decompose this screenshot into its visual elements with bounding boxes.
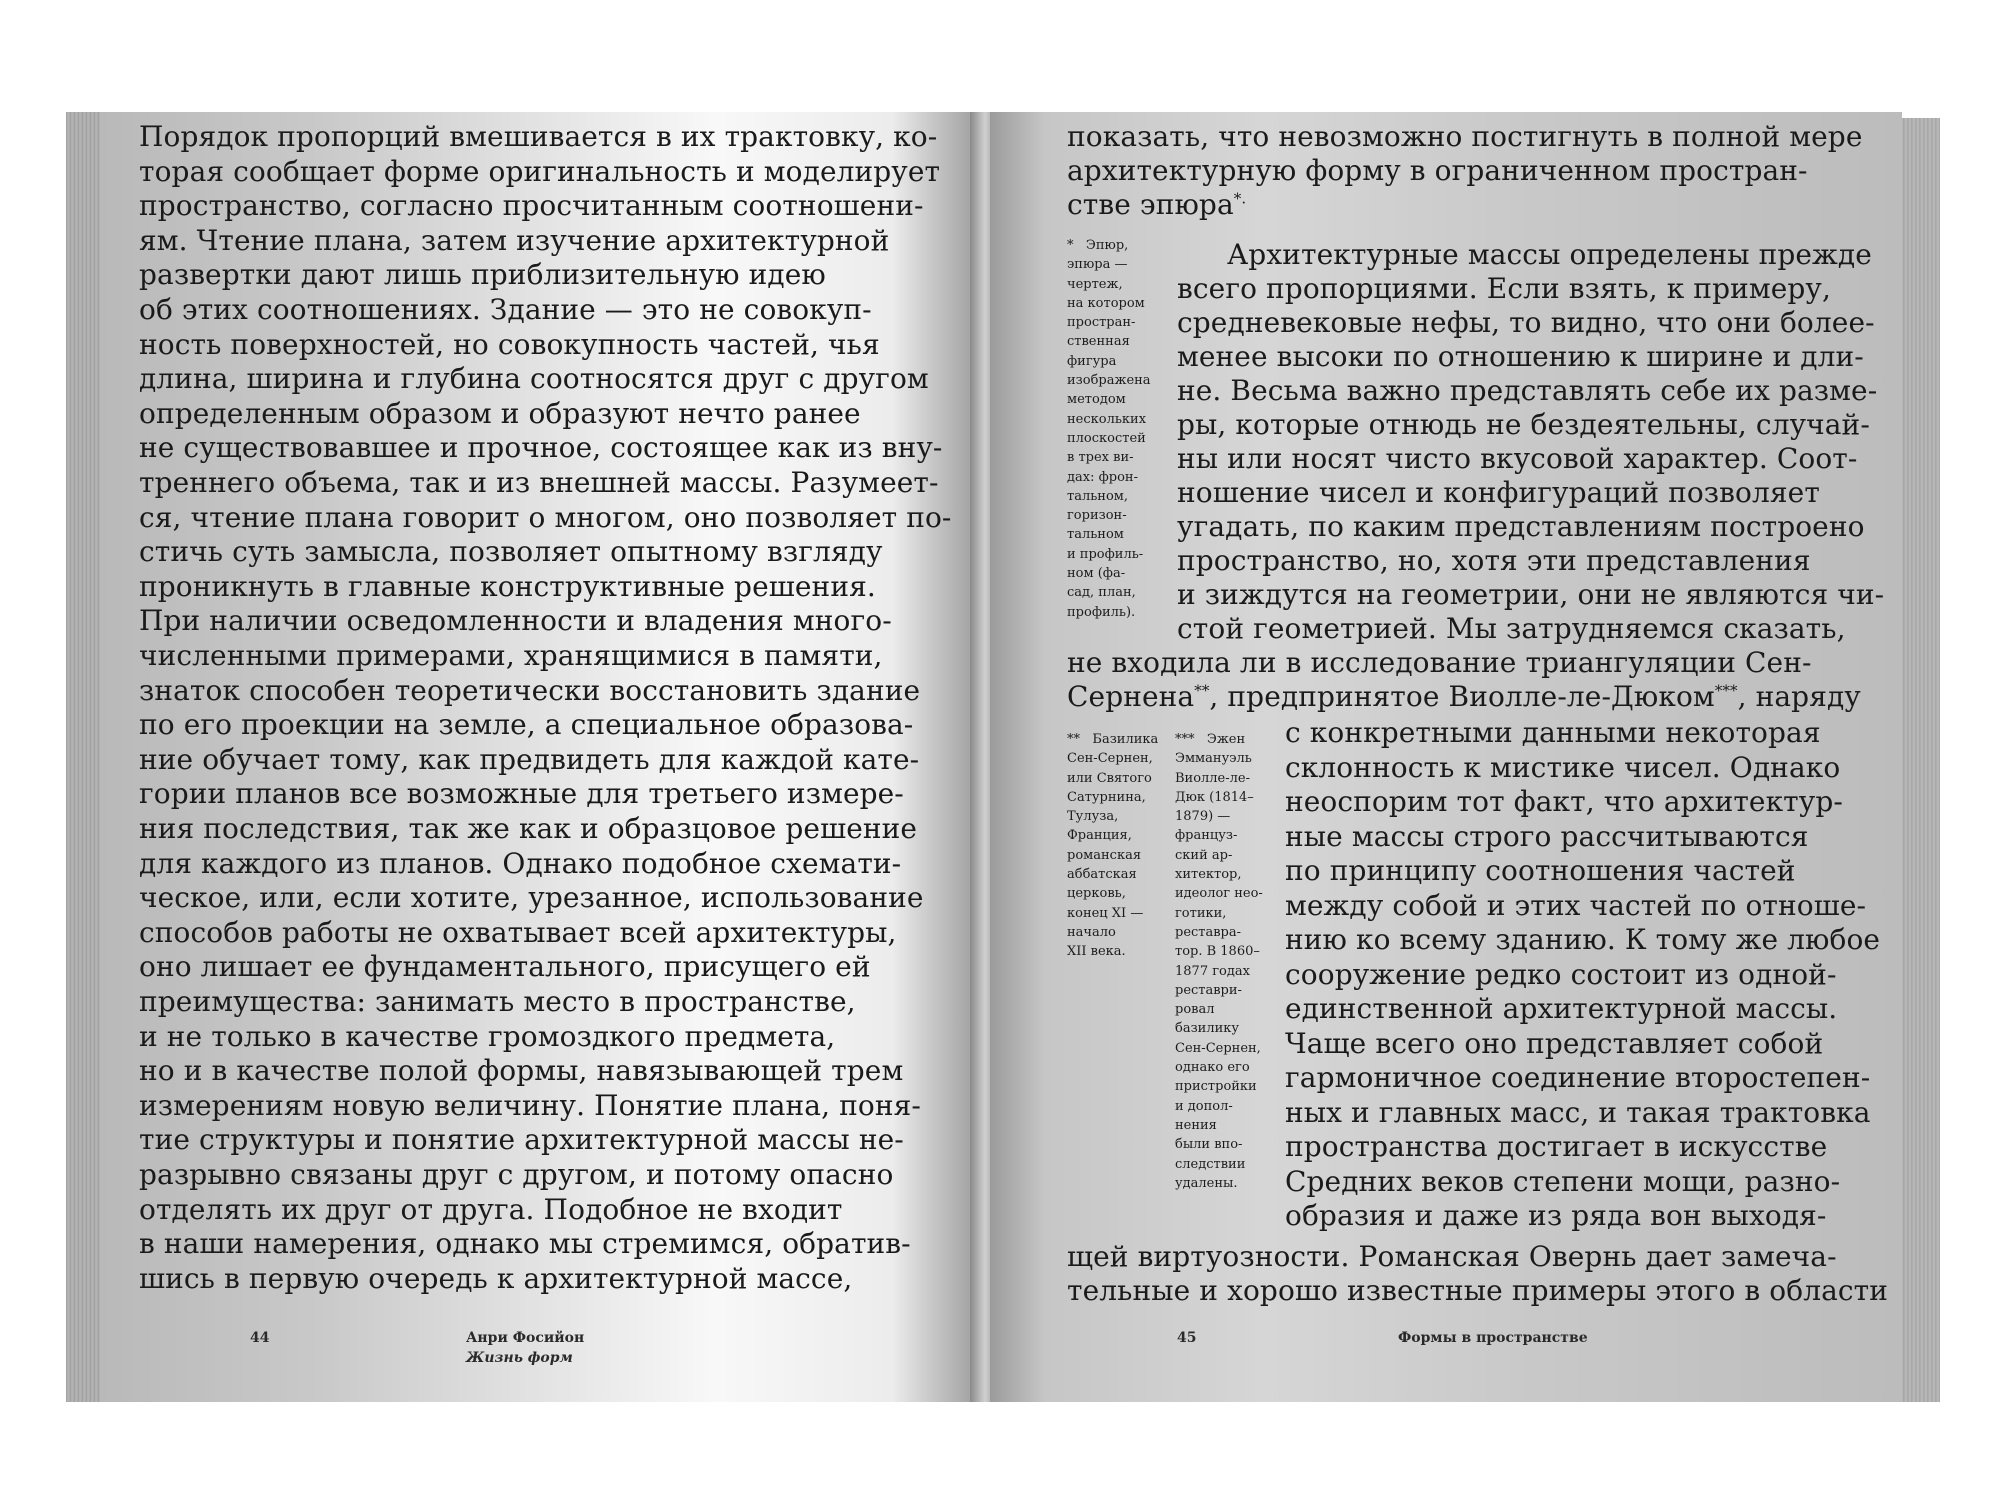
body-line: ные массы строго рассчитываются (1285, 819, 1809, 853)
body-line: между собой и этих частей по отноше- (1285, 888, 1867, 922)
body-line: склонность к мистике чисел. Однако (1285, 750, 1841, 784)
body-text: Сернена (1067, 680, 1195, 713)
body-line: щей виртуозности. Романская Овернь дает замеча- (1067, 1240, 1837, 1273)
body-line: ры, которые отнюдь не бездеятельны, случай- (1177, 408, 1870, 441)
body-line: ся, чтение плана говорит о многом, оно позволяет по- (139, 500, 952, 534)
left-page (100, 112, 980, 1402)
body-line: способов работы не охватывает всей архитектуры, (139, 915, 897, 949)
body-text: , предпринятое Виолле-ле-Дюком (1209, 680, 1715, 713)
body-line: развертки дают лишь приблизительную идею (139, 258, 826, 292)
running-author: Анри Фосийон (466, 1330, 585, 1346)
body-line: в наши намерения, однако мы стремимся, обратив- (139, 1227, 911, 1261)
body-line: тельные и хорошо известные примеры этого в области (1067, 1274, 1889, 1307)
footnote-ref: *. (1233, 189, 1247, 208)
body-line: неоспорим тот факт, что архитектур- (1285, 785, 1843, 818)
footnote-saint-sernin: ** Базилика Сен-Сернен, или Святого Сатурнина, Тулуза, Франция, романская аббатская церковь, конец XI — начало XII века. (1067, 732, 1159, 960)
body-line: с конкретными данными некоторая (1285, 716, 1821, 749)
body-line: пространство, согласно просчитанным соотношени- (139, 189, 924, 223)
body-line: стичь суть замысла, позволяет опытному взгляду (139, 535, 883, 569)
body-line: Средних веков степени мощи, разно- (1285, 1164, 1841, 1198)
body-line: отделять их друг от друга. Подобное не входит (139, 1192, 843, 1226)
body-line: но и в качестве полой формы, навязывающей трем (139, 1054, 904, 1088)
body-line: показать, что невозможно постигнуть в полной мере (1067, 120, 1863, 153)
right-page (990, 112, 1902, 1402)
body-line: ческое, или, если хотите, урезанное, использование (139, 881, 924, 915)
running-title: Формы в пространстве (1398, 1330, 1588, 1346)
body-line (1067, 188, 1246, 222)
body-line: оно лишает ее фундаментального, присущего ей (139, 950, 871, 984)
footnote-viollet-le-duc: *** Эжен Эммануэль Виолле-ле- Дюк (1814– 1879) — француз- ский ар- хитектор, идеолог нео- готики, реставра- тор. В 1860– 1877 годах реставри- ровал базилику Сен-Сернен, однако его пристройки и допол- нения были впо- следствии удалены. (1175, 732, 1263, 1191)
body-line: и не только в качестве громоздкого предмета, (139, 1019, 836, 1053)
body-text: стве эпюра (1067, 188, 1234, 221)
page-number: 44 (250, 1330, 270, 1346)
body-line: об этих соотношениях. Здание — это не совокуп- (139, 293, 872, 326)
footnote-ref: *** (1714, 681, 1738, 700)
body-line: нию ко всему зданию. К тому же любое (1285, 923, 1881, 956)
body-line: При наличии осведомленности и владения много- (139, 604, 892, 638)
body-line: гории планов все возможные для третьего измере- (139, 777, 904, 811)
body-line: знаток способен теоретически восстановить здание (139, 673, 921, 707)
body-line: по принципу соотношения частей (1285, 854, 1796, 887)
page-number: 45 (1177, 1330, 1197, 1346)
body-line: измерениям новую величину. Понятие плана, поня- (139, 1088, 921, 1122)
body-line: стой геометрией. Мы затрудняемся сказать, (1177, 612, 1846, 645)
body-line: гармоничное соединение второстепен- (1285, 1061, 1871, 1094)
body-line: длина, ширина и глубина соотносятся друг с другом (139, 362, 929, 396)
body-line: треннего объема, так и из внешней массы. Разумеет- (139, 466, 939, 499)
body-line: шись в первую очередь к архитектурной массе, (139, 1261, 853, 1295)
body-line: ность поверхностей, но совокупность частей, чья (139, 327, 880, 361)
body-line: для каждого из планов. Однако подобное схемати- (139, 846, 902, 880)
body-line: и зиждутся на геометрии, они не являются чи- (1177, 578, 1885, 611)
body-text: , наряду (1737, 680, 1861, 713)
body-line (1067, 680, 1861, 714)
page-edges-right (1900, 118, 1940, 1402)
body-line: ние обучает тому, как предвидеть для каждой кате- (139, 742, 920, 776)
body-line: единственной архитектурной массы. (1285, 992, 1838, 1025)
body-line: Архитектурные массы определены прежде (1227, 238, 1872, 271)
body-line: архитектурную форму в ограниченном простран- (1067, 154, 1808, 187)
body-line: сооружение редко состоит из одной- (1285, 957, 1837, 991)
body-line: преимущества: занимать место в пространстве, (139, 985, 856, 1018)
body-line: не входила ли в исследование триангуляции Сен- (1067, 646, 1812, 679)
body-line: по его проекции на земле, а специальное образова- (139, 708, 914, 742)
body-line: тие структуры и понятие архитектурной массы не- (139, 1123, 904, 1157)
body-line: угадать, по каким представлениям построено (1177, 510, 1865, 543)
footnote-ref: ** (1194, 681, 1210, 700)
running-head (466, 1328, 584, 1368)
body-line: численными примерами, хранящимися в памяти, (139, 639, 883, 672)
running-book-title: Жизнь форм (466, 1350, 573, 1366)
body-line: менее высоки по отношению к ширине и дли- (1177, 340, 1864, 373)
body-line: пространства достигает в искусстве (1285, 1130, 1828, 1163)
body-line: ны или носят чисто вкусовой характер. Соот- (1177, 442, 1858, 475)
body-line: проникнуть в главные конструктивные решения. (139, 569, 876, 603)
body-line: пространство, но, хотя эти представления (1177, 544, 1811, 577)
body-line: Чаще всего оно представляет собой (1285, 1026, 1824, 1060)
body-line: определенным образом и образуют нечто ранее (139, 396, 861, 430)
body-line: всего пропорциями. Если взять, к примеру, (1177, 272, 1832, 305)
body-line: образия и даже из ряда вон выходя- (1285, 1199, 1827, 1232)
body-line: разрывно связаны друг с другом, и потому опасно (139, 1158, 894, 1191)
body-line: не. Весьма важно представлять себе их разме- (1177, 374, 1878, 407)
body-line: торая сообщает форме оригинальность и моделирует (139, 154, 941, 188)
body-line: ния последствия, так же как и образцовое решение (139, 812, 918, 845)
body-line: Порядок пропорций вмешивается в их трактовку, ко- (139, 120, 938, 153)
body-line: ношение чисел и конфигураций позволяет (1177, 476, 1820, 509)
body-line: ям. Чтение плана, затем изучение архитектурной (139, 223, 890, 257)
body-line: ных и главных масс, и такая трактовка (1285, 1095, 1871, 1129)
body-line: не существовавшее и прочное, состоящее как из вну- (139, 431, 943, 465)
footnote-epure: * Эпюр, эпюра — чертеж, на котором простран- ственная фигура изображена методом нескольких плоскостей в трех ви- дах: фрон- тальном, горизон- тальном и профиль- ном (фа- сад, план, профиль). (1067, 238, 1151, 620)
body-line: средневековые нефы, то видно, что они более- (1177, 306, 1875, 339)
